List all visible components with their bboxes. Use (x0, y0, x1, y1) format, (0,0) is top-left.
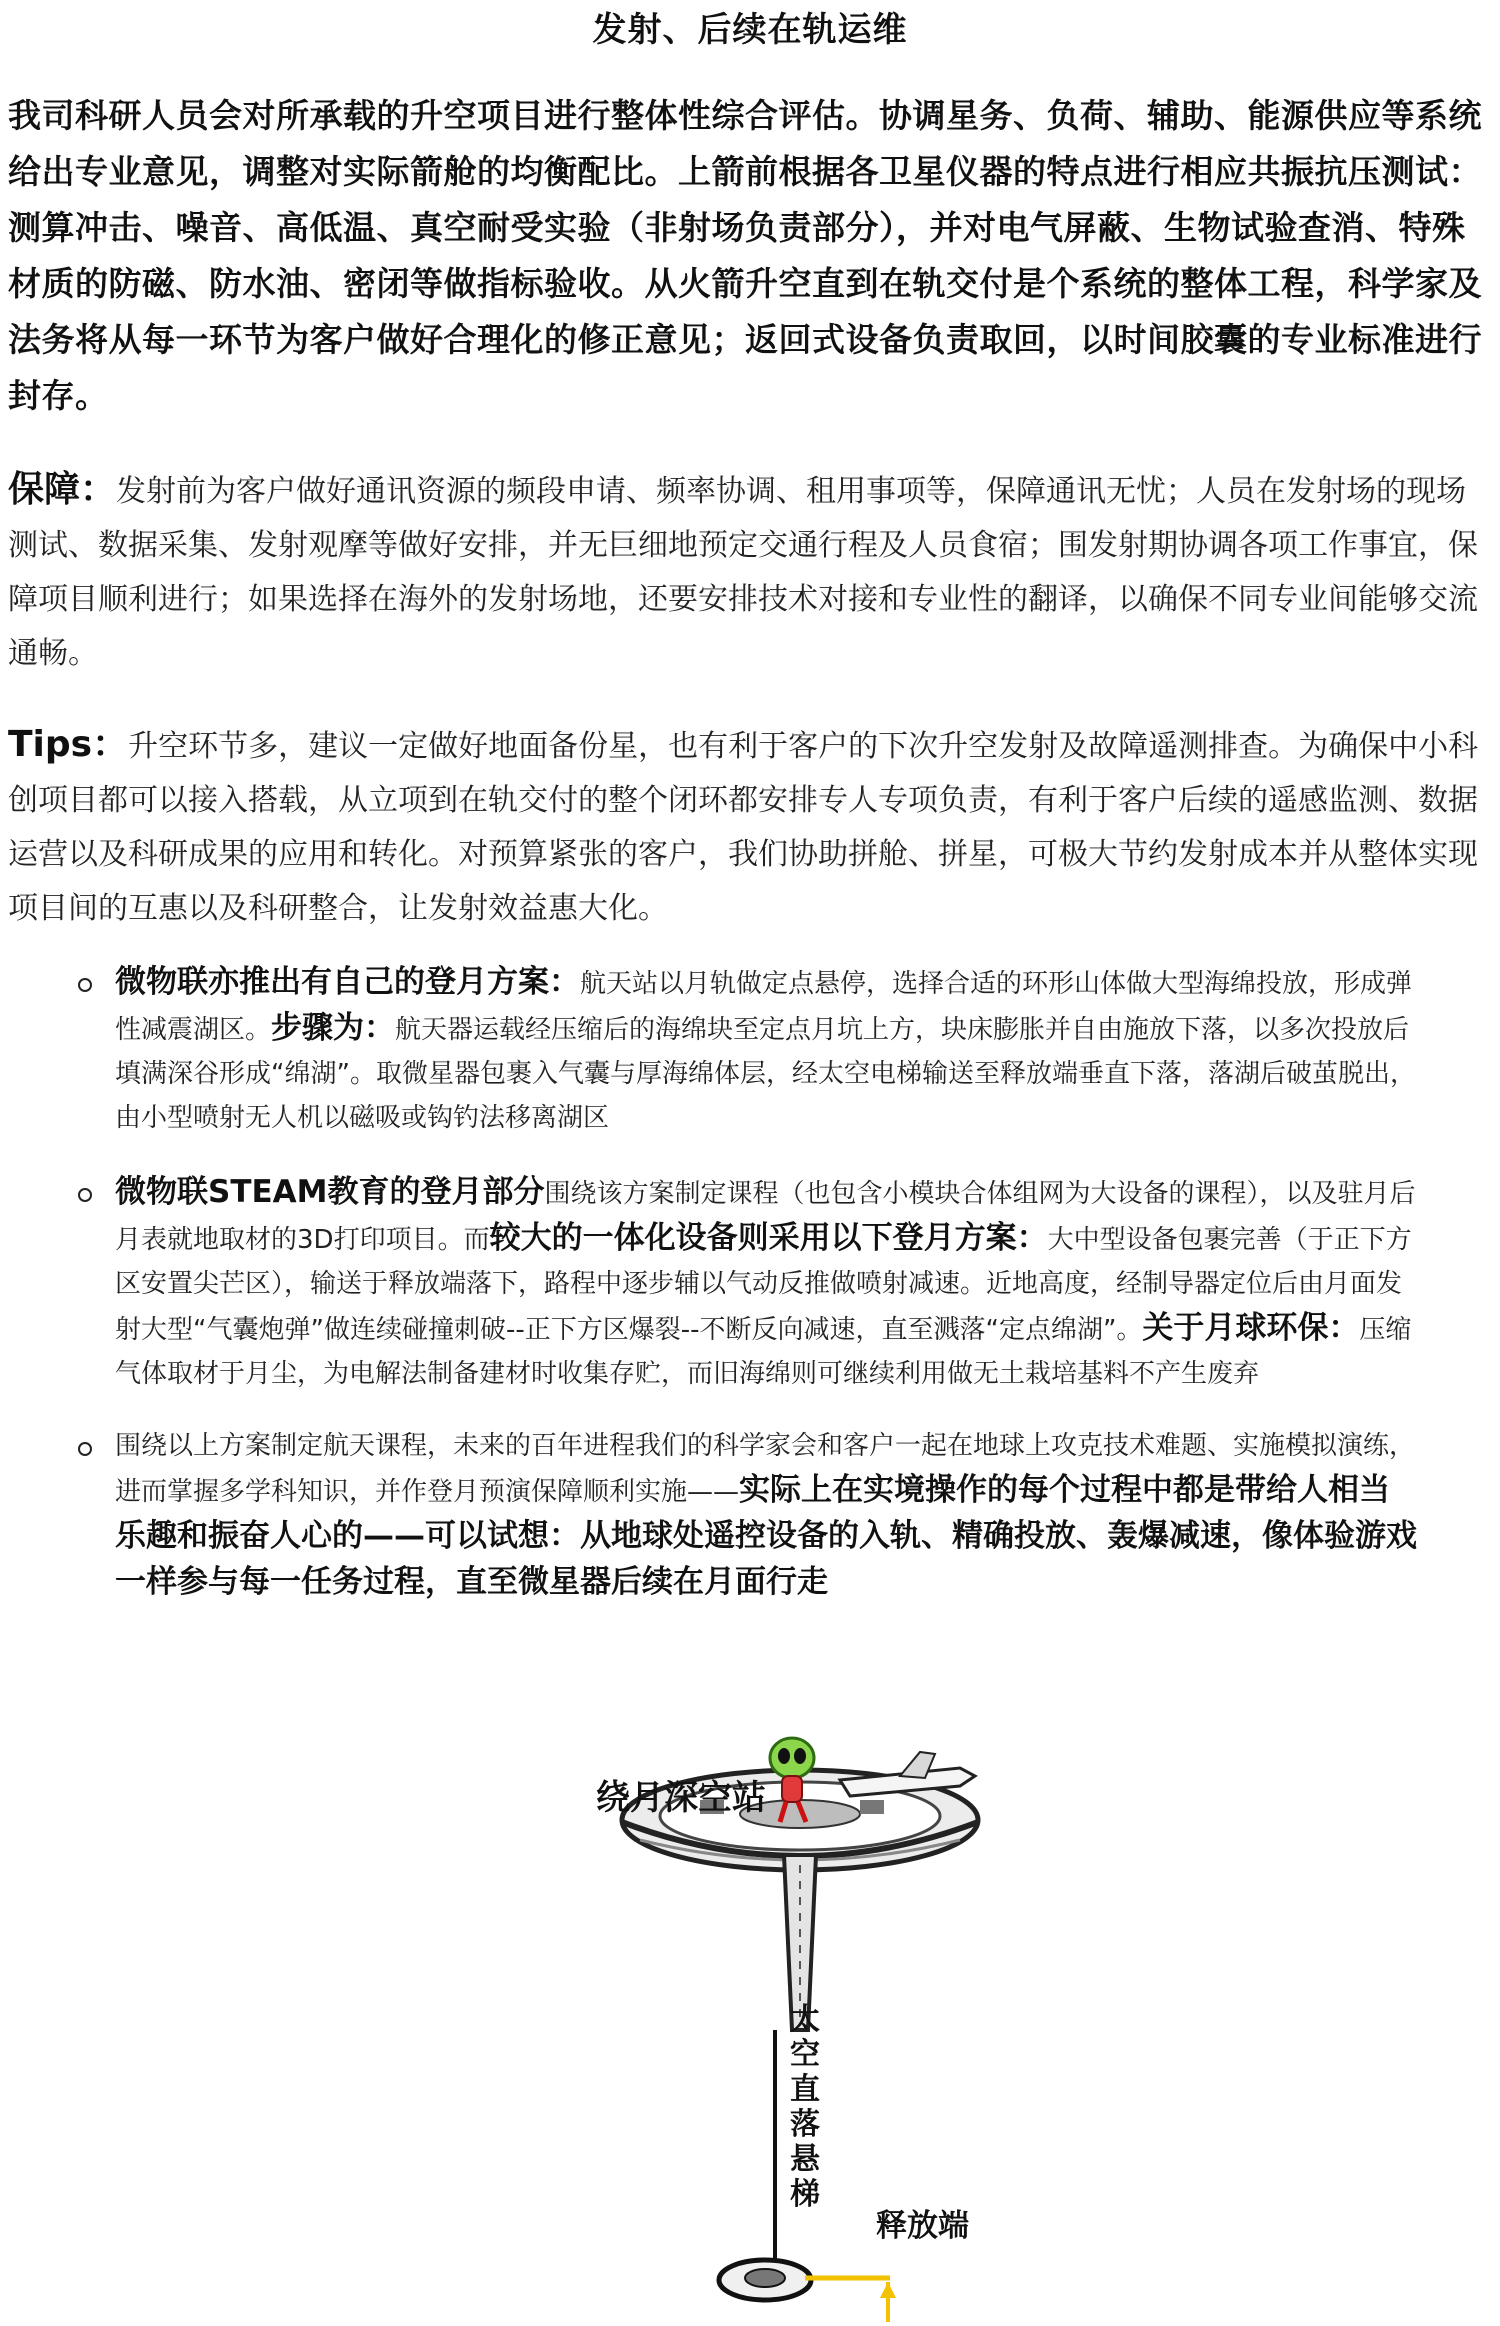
environment-heading: 关于月球环保： (1142, 1310, 1360, 1346)
bullet-icon (78, 1188, 92, 1202)
list-item (0, 1424, 1420, 1606)
guarantee-lead: 保障： (8, 469, 117, 510)
steam-text: 围绕该方案制定课程（也包含小模块合体组网为大设备的课程），以及驻月后月表就地取材的3D打印项目。而 (115, 1179, 1416, 1255)
elevator-label: 太空直落悬梯 (790, 2002, 820, 2212)
list-item (0, 1170, 1420, 1396)
course-emphasis: 实际上在实境操作的每个过程中都是带给人相当乐趣和振奋人心的——可以试想：从地球处遥控设备的入轨、精确投放、轰爆减速，像体验游戏一样参与每一任务过程，直至微星器后续在月面行走 (115, 1472, 1417, 1600)
page-title: 发射、后续在轨运维 (592, 10, 908, 50)
space-elevator-illustration (0, 1730, 1500, 2322)
intro-paragraph: 我司科研人员会对所承载的升空项目进行整体性综合评估。协调星务、负荷、辅助、能源供应等系统给出专业意见，调整对实际箭舱的均衡配比。上箭前根据各卫星仪器的特点进行相应共振抗压测试：测算冲击、噪音、高低温、真空耐受实验（非射场负责部分），并对电气屏蔽、生物试验查消、特殊材质的防磁、防水油、密闭等做指标验收。从火箭升空直到在轨交付是个系统的整体工程，科学家及法务将从每一环节为客户做好合理化的修正意见；返回式设备负责取回，以时间胶囊的专业标准进行封存。 (8, 96, 1482, 415)
environment-text: 压缩气体取材于月尘，为电解法制备建材时收集存贮，而旧海绵则可继续利用做无土栽培基料不产生废弃 (115, 1315, 1412, 1389)
tips-paragraph (8, 718, 1492, 936)
release-platform-icon (719, 2260, 896, 2322)
steps-text: 航天器运载经压缩后的海绵块至定点月坑上方，块床膨胀并自由施放下落，以多次投放后填满深谷形成“绵湖”。取微星器包裹入气囊与厚海绵体层，经太空电梯输送至释放端垂直下落，落湖后破茧脱出，由小型喷射无人机以磁吸或钩钓法移离湖区 (115, 1015, 1416, 1133)
guarantee-text: 发射前为客户做好通讯资源的频段申请、频率协调、租用事项等，保障通讯无忧；人员在发射场的现场测试、数据采集、发射观摩等做好安排，并无巨细地预定交通行程及人员食宿；围发射期协调各项工作事宜，保障项目顺利进行；如果选择在海外的发射场地，还要安排技术对接和专业性的翻译，以确保不同专业间能够交流通畅。 (8, 474, 1478, 671)
large-device-text: 大中型设备包裹完善（于正下方区安置尖芒区），输送于释放端落下，路程中逐步辅以气动反推做喷射减速。近地高度，经制导器定位后由月面发射大型“气囊炮弹”做连续碰撞刺破--正下方区爆裂--不断反向减速，直至溅落“定点绵湖”。 (115, 1225, 1412, 1345)
guarantee-paragraph (8, 463, 1492, 681)
list-item (0, 960, 1420, 1140)
tips-text: 升空环节多，建议一定做好地面备份星，也有利于客户的下次升空发射及故障遥测排查。为确保中小科创项目都可以接入搭载，从立项到在轨交付的整个闭环都安排专人专项负责，有利于客户后续的遥感监测、数据运营以及科研成果的应用和转化。对预算紧张的客户，我们协助拼舱、拼星，可极大节约发射成本并从整体实现项目间的互惠以及科研整合，让发射效益惠大化。 (8, 729, 1479, 926)
bullet-icon (78, 978, 92, 992)
release-label: 释放端 (876, 2208, 969, 2244)
tips-lead: Tips： (8, 724, 129, 765)
station-label: 绕月深空站 (596, 1778, 766, 1818)
course-text: 围绕以上方案制定航天课程，未来的百年进程我们的科学家会和客户一起在地球上攻克技术难题、实施模拟演练，进而掌握多学科知识，并作登月预演保障顺利实施—— (115, 1431, 1416, 1507)
bullet-icon (78, 1442, 92, 1456)
steps-heading: 步骤为： (271, 1010, 396, 1046)
moon-plan-text: 航天站以月轨做定点悬停，选择合适的环形山体做大型海绵投放，形成弹性减震湖区。 (115, 969, 1413, 1045)
steam-heading: 微物联STEAM教育的登月部分 (115, 1174, 545, 1210)
moon-plan-heading: 微物联亦推出有自己的登月方案： (115, 964, 580, 1000)
large-device-heading: 较大的一体化设备则采用以下登月方案： (489, 1220, 1048, 1256)
bullet-list (0, 960, 1420, 1606)
